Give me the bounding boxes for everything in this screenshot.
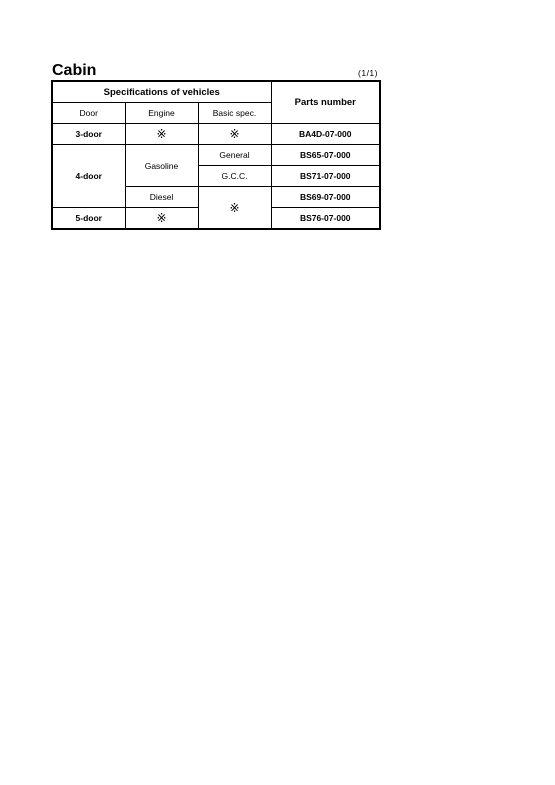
door-cell: 5-door — [52, 208, 125, 230]
part-number-cell: BS69-07-000 — [271, 187, 380, 208]
part-number-cell: BS65-07-000 — [271, 145, 380, 166]
specifications-header: Specifications of vehicles — [52, 81, 271, 103]
table-row — [52, 124, 380, 145]
engine-cell: ※ — [125, 124, 198, 145]
basic-spec-cell: G.C.C. — [198, 166, 271, 187]
part-number-cell: BA4D-07-000 — [271, 124, 380, 145]
engine-cell: ※ — [125, 208, 198, 230]
parts-number-header: Parts number — [271, 81, 380, 124]
engine-cell: Diesel — [125, 187, 198, 208]
door-cell: 4-door — [52, 145, 125, 208]
basic-spec-column-header: Basic spec. — [198, 103, 271, 124]
table-row — [52, 145, 380, 166]
door-cell: 3-door — [52, 124, 125, 145]
part-number-cell: BS71-07-000 — [271, 166, 380, 187]
engine-column-header: Engine — [125, 103, 198, 124]
part-number-cell: BS76-07-000 — [271, 208, 380, 230]
table-header-row — [52, 81, 380, 103]
page-indicator: (1/1) — [358, 68, 378, 78]
basic-spec-cell: ※ — [198, 187, 271, 230]
basic-spec-cell: General — [198, 145, 271, 166]
engine-cell: Gasoline — [125, 145, 198, 187]
page-title: Cabin — [52, 62, 97, 79]
specifications-table — [51, 80, 381, 230]
door-column-header: Door — [52, 103, 125, 124]
basic-spec-cell: ※ — [198, 124, 271, 145]
